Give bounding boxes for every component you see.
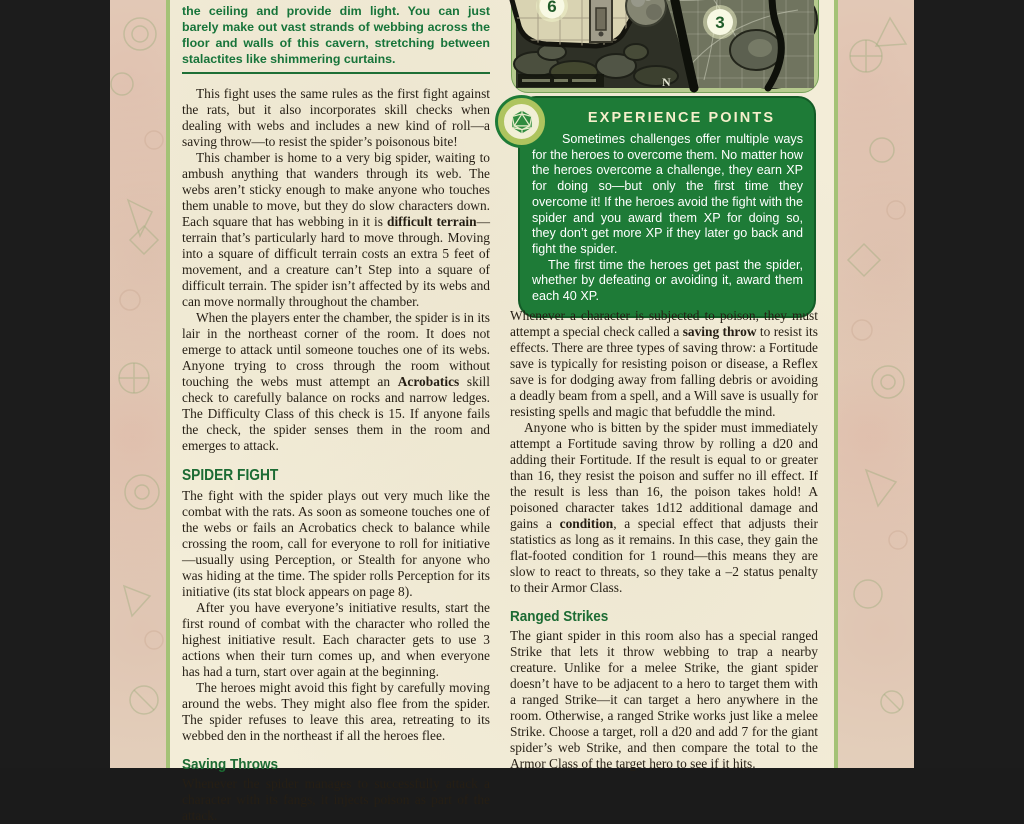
d20-icon (509, 109, 535, 135)
right-black-bar (914, 0, 1024, 768)
paragraph-saving-throws: Whenever the spider manages to successfully attack a character with its fangs, it injects poison as part of the attack. (182, 776, 490, 823)
svg-text:3: 3 (715, 13, 725, 32)
d20-badge (498, 98, 545, 145)
paragraph-poison-saves: Whenever a character is subjected to poison, they must attempt a special check called a saving throw to resist its effects. There are three types of saving throw: a Fortitude save is typically for resisting poison or disease, a Reflex save is for dodging away from falling debris or avoiding a deadly beam from a spell, and a Will save is usually for resisting spells and magic that befuddle the mind. (510, 308, 818, 419)
heading-spider-fight: SPIDER FIGHT (182, 467, 279, 484)
paragraph-intro: This fight uses the same rules as the first fight against the rats, but it also incorporates skill checks when dealing with webs and includes a new kind of roll—a saving throw—to resist the spider’s poisonous bite! (182, 86, 490, 149)
left-black-bar (0, 0, 110, 768)
dungeon-map-art (516, 0, 814, 88)
paragraph-avoid-fight: The heroes might avoid this fight by carefully moving around the webs. They might also flee from the spider. The spider refuses to leave this area, retreating to its webbed den in the northeast if all the heroes flee. (182, 680, 490, 743)
read-aloud-text: the ceiling and provide dim light. You can just barely make out vast strands of webbing across the floor and walls of this cavern, stretching between stalactites like shimmering curtains. (182, 4, 490, 66)
page-edge-line-right (834, 0, 838, 768)
map-marker-3 (703, 5, 737, 39)
dice-pattern-decoration (110, 0, 166, 768)
xp-box-paragraph-2: The first time the heroes get past the spider, whether by defeating or avoiding it, award them each 40 XP. (532, 257, 803, 304)
xp-box-title: EXPERIENCE POINTS (587, 110, 776, 126)
svg-text:6: 6 (547, 0, 557, 16)
paragraph-spider-fight: The fight with the spider plays out very much like the combat with the rats. As soon as someone touches one of the webs or fails an Acrobatics check to balance while crossing the room, call for everyone to roll for initiative—usually using Perception, or Stealth for anyone who was hiding at the time. The spider rolls Perception for its initiative (its stat block appears on page 8). (182, 488, 490, 599)
paragraph-enter-chamber: When the players enter the chamber, the spider is in its lair in the northeast corner of the room. It does not emerge to attack until someone touches one of its webs. Anyone trying to cross through the room without touching the webs must attempt an Acrobatics skill check to carefully balance on rocks and narrow ledges. The Difficulty Class of this check is 15. If anyone fails the check, the spider senses them in the room and emerges to attack. (182, 310, 490, 453)
paragraph-initiative: After you have everyone’s initiative results, start the first round of combat with the character who rolled the highest initiative result. Each character gets to use 3 actions when their turn comes up, and when everyone has had a turn, start over again at the beginning. (182, 600, 490, 679)
xp-box-paragraph-1: Sometimes challenges offer multiple ways for the heroes to overcome them. No matter how the heroes overcome a challenge, they earn XP for doing so—but only the first time they overcome it! If the heroes avoid the fight with the spider and you award them XP for doing so, they don’t get more XP if they later go back and fight the spider. (532, 132, 803, 256)
experience-points-box (518, 96, 816, 318)
right-parchment-border (838, 0, 914, 768)
heading-ranged-strikes: Ranged Strikes (510, 608, 609, 625)
map-caption-bar (518, 74, 604, 87)
paragraph-ranged-strikes: The giant spider in this room also has a special ranged Strike that lets it throw webbing to trap a nearby creature. Unlike for a melee Strike, the giant spider doesn’t have to be adjacent to a hero to target them with a ranged Strike—it can target a hero anywhere in the room. Otherwise, a ranged Strike works just like a melee Strike. Choose a target, roll a d20 and add 7 for the giant spider’s web Strike, and then compare the total to the Armor Class of the target hero to see if it hits. (510, 628, 818, 771)
dungeon-map-figure (512, 0, 818, 92)
compass-north-label: N (662, 75, 671, 89)
dice-pattern-decoration (838, 0, 914, 768)
right-text-column (510, 308, 818, 772)
door-icon (590, 0, 612, 42)
left-parchment-border (110, 0, 166, 768)
left-text-column (182, 0, 490, 824)
read-aloud-divider (182, 72, 490, 74)
book-page (170, 0, 834, 823)
paragraph-bitten: Anyone who is bitten by the spider must immediately attempt a Fortitude saving throw by rolling a d20 and adding their Fortitude. If the result is equal to or greater than 16, they resist the poison and suffer no ill effect. If the result is less than 16, the poison takes hold! A poisoned character takes 1d12 additional damage and gains a condition, a special effect that adjusts their statistics as long as it remains. In this case, they gain the flat-footed condition for 1 round—this means they are slow to react to threats, so they take a –2 status penalty to their Armor Class. (510, 420, 818, 595)
heading-saving-throws: Saving Throws (182, 756, 279, 773)
paragraph-chamber: This chamber is home to a very big spider, waiting to ambush anything that wanders through its web. The webs aren’t sticky enough to make anyone who touches them unable to move, but they do slow characters down. Each square that has webbing in it is difficult terrain—terrain that’s particularly hard to move through. Moving into a square of difficult terrain costs an extra 5 feet of movement, and a creature can’t Step into a square of difficult terrain. The spider isn’t affected by its webs and can move normally throughout the chamber. (182, 150, 490, 309)
